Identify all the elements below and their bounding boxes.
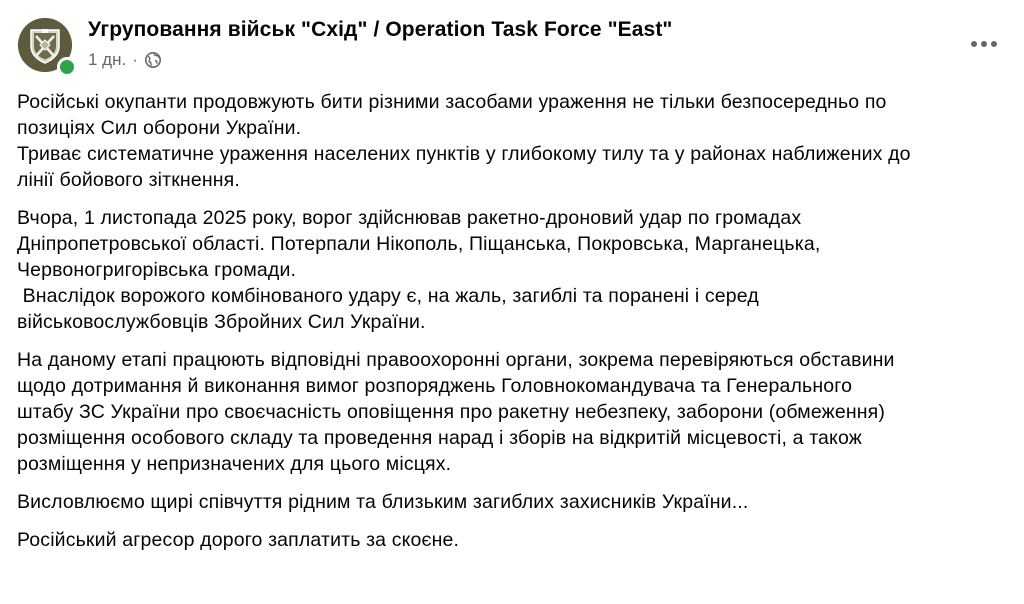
post-paragraph — [17, 205, 1007, 335]
post-timestamp[interactable]: 1 дн. — [88, 50, 127, 69]
text-line: На даному етапі працюють відповідні правоохоронні органи, зокрема перевіряються обставини — [17, 349, 895, 371]
post-text — [17, 89, 1007, 565]
post-paragraph — [17, 347, 1007, 477]
more-options-button[interactable] — [966, 26, 1002, 62]
text-line: Вчора, 1 листопада 2025 року, ворог здійснював ракетно-дроновий удар по громадах — [17, 207, 802, 229]
text-line: лінії бойового зіткнення. — [17, 169, 240, 191]
text-line: Триває систематичне ураження населених пунктів у глибокому тилу та у районах наближених до — [17, 143, 911, 165]
text-line: Червоногригорівська громади. — [17, 259, 297, 281]
meta-separator: · — [132, 50, 138, 69]
more-horizontal-icon — [970, 40, 998, 48]
text-line: Внаслідок ворожого комбінованого удару є, на жаль, загиблі та поранені і серед — [17, 285, 759, 307]
post-header — [0, 0, 1024, 90]
text-line: позиціях Сил оборони України. — [17, 117, 302, 139]
text-line: Російський агресор дорого заплатить за скоєне. — [17, 529, 460, 551]
globe-icon[interactable] — [144, 51, 162, 69]
post-paragraph — [17, 89, 1007, 193]
post-paragraph — [17, 489, 1007, 515]
text-line: військовослужбовців Збройних Сил України. — [17, 311, 426, 333]
post-paragraph — [17, 527, 1007, 553]
text-line: штабу ЗС України про своєчасність оповіщення про ракетну небезпеку, заборони (обмеження) — [17, 401, 886, 423]
page-name-link[interactable]: Угруповання військ "Схід" / Operation Task Force "East" — [88, 18, 673, 41]
text-line: Висловлюємо щирі співчуття рідним та близьким загиблих захисників України... — [17, 491, 749, 513]
online-status-dot — [57, 57, 77, 77]
text-line: щодо дотримання й виконання вимог розпоряджень Головнокомандувача та Генерального — [17, 375, 853, 397]
text-line: Дніпропетровської області. Потерпали Нікополь, Піщанська, Покровська, Марганецька, — [17, 233, 821, 255]
text-line: розміщення особового складу та проведення нарад і зборів на відкритій місцевості, а також — [17, 427, 862, 449]
text-line: розміщення у непризначених для цього місцях. — [17, 453, 452, 475]
post-meta — [88, 50, 162, 70]
text-line: Російські окупанти продовжують бити різними засобами ураження не тільки безпосередньо по — [17, 91, 887, 113]
